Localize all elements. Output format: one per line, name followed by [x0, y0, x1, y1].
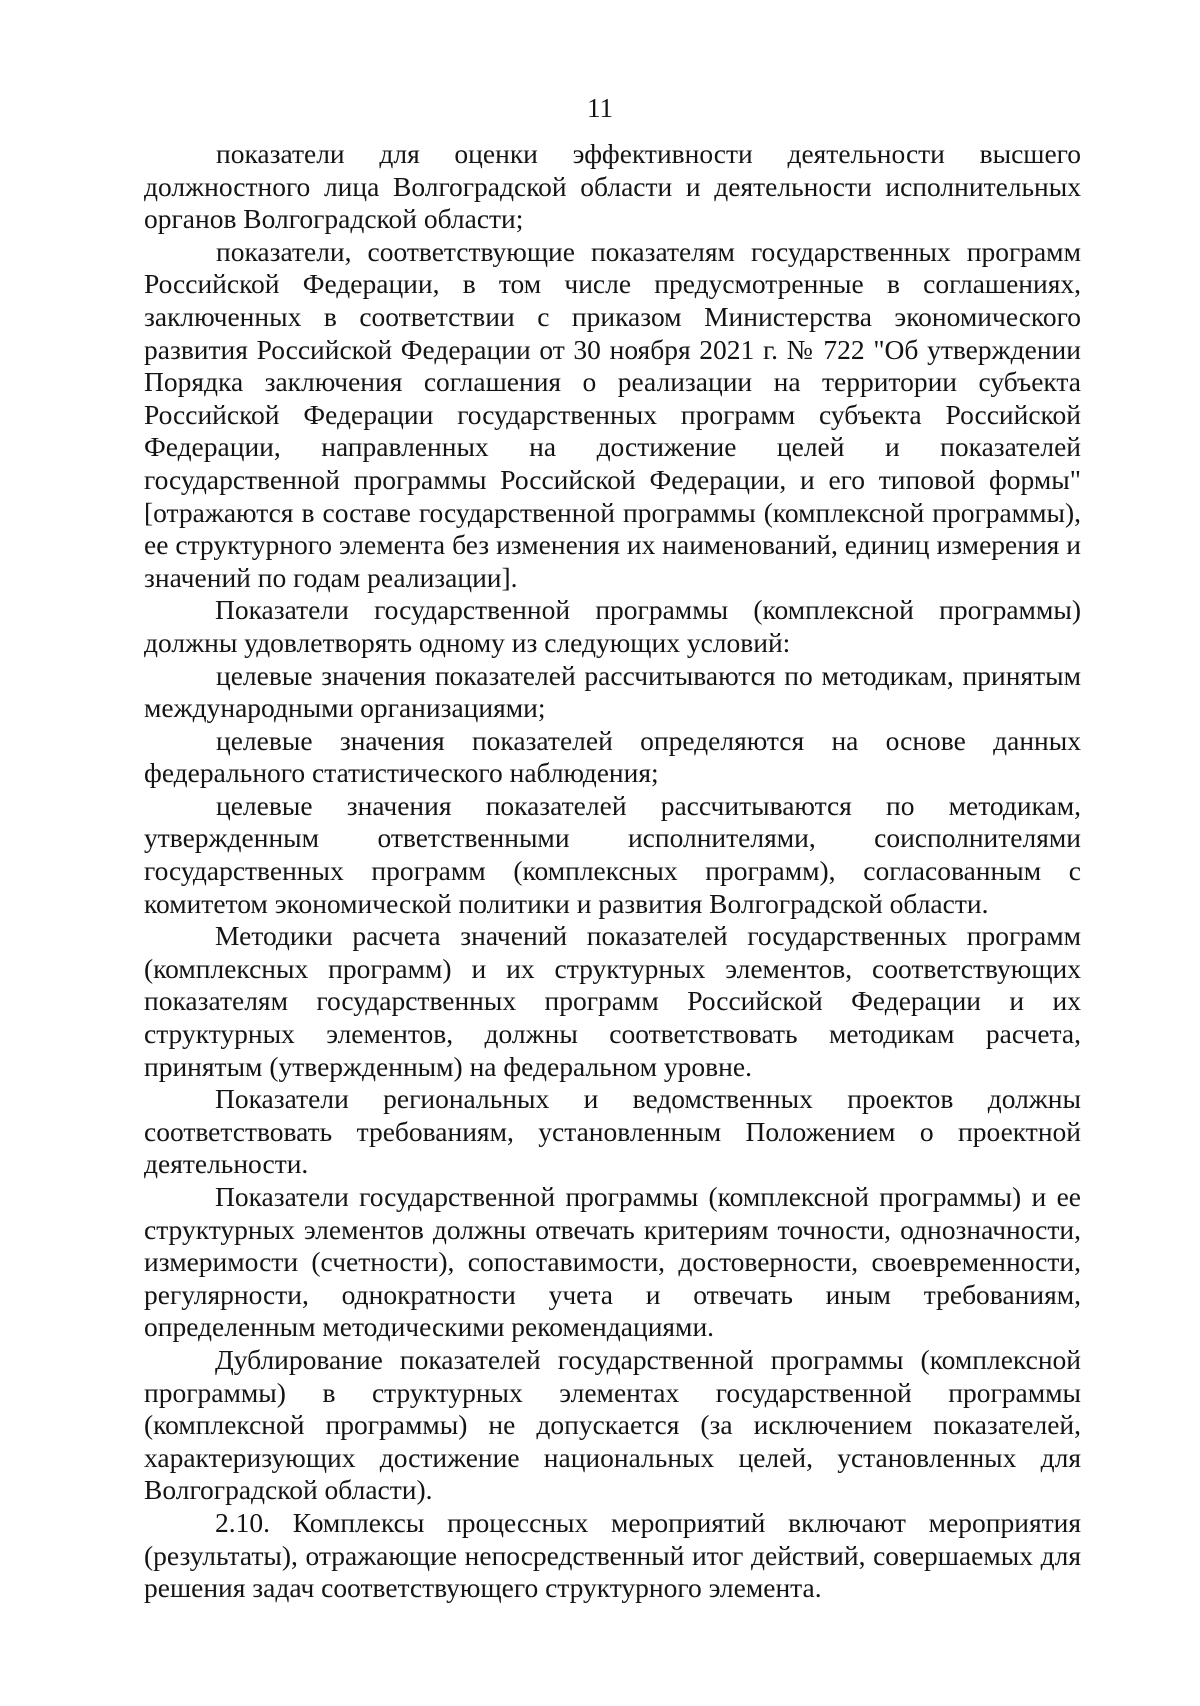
paragraph-duplication: Дублирование показателей государственной программы (комплексной программы) в структурных элементах государственной программы (комплексной программы) не допускается (за исключением показателей, характеризующих достижение национальных целей, установленных для Волгоградской области). [144, 1343, 1081, 1506]
paragraph-condition-approved: целевые значения показателей рассчитываются по методикам, утвержденным ответственными исполнителями, соисполнителями государственных программ (комплексных программ), согласованным с комитетом экономической политики и развития Волгоградской области. [144, 789, 1081, 919]
page-number: 11 [587, 93, 613, 123]
paragraph-conditions-intro: Показатели государственной программы (комплексной программы) должны удовлетворять одному из следующих условий: [144, 594, 1081, 658]
paragraph-methodology: Методики расчета значений показателей государственных программ (комплексных программ) и их структурных элементов, соответствующих показателям государственных программ Российской Федерации и их структурных элементов, должны соответствовать методикам расчета, принятым (утвержденным) на федеральном уровне. [144, 920, 1081, 1082]
paragraph-regional-projects: Показатели региональных и ведомственных проектов должны соответствовать требованиям, установленным Положением о проектной деятельности. [144, 1083, 1081, 1180]
paragraph-criteria: Показатели государственной программы (комплексной программы) и ее структурных элементов должны отвечать критериям точности, однозначности, измеримости (счетности), сопоставимости, достоверности, своевременности, регулярности, однократности учета и отвечать иным требованиям, определенным методическими рекомендациями. [144, 1181, 1081, 1343]
paragraph-section-2-10: 2.10. Комплексы процессных мероприятий включают мероприятия (результаты), отражающие непосредственный итог действий, совершаемых для решения задач соответствующего структурного элемента. [144, 1506, 1081, 1604]
document-body [144, 138, 1081, 1605]
paragraph-indicators-evaluation: показатели для оценки эффективности деятельности высшего должностного лица Волгоградской области и деятельности исполнительных органов Волгоградской области; [144, 138, 1081, 235]
paragraph-condition-statistics: целевые значения показателей определяются на основе данных федерального статистического наблюдения; [144, 724, 1081, 789]
paragraph-condition-international: целевые значения показателей рассчитываются по методикам, принятым международными организациями; [144, 659, 1081, 724]
paragraph-indicators-federal: показатели, соответствующие показателям государственных программ Российской Федерации, в том числе предусмотренные в соглашениях, заключенных в соответствии с приказом Министерства экономического развития Российской Федерации от 30 ноября 2021 г. № 722 "Об утверждении Порядка заключения соглашения о реализации на территории субъекта Российской Федерации государственных программ субъекта Российской Федерации, направленных на достижение целей и показателей государственной программы Российской Федерации, и его типовой формы" [отражаются в составе государственной программы (комплексной программы), ее структурного элемента без изменения их наименований, единиц измерения и значений по годам реализации]. [144, 235, 1081, 593]
